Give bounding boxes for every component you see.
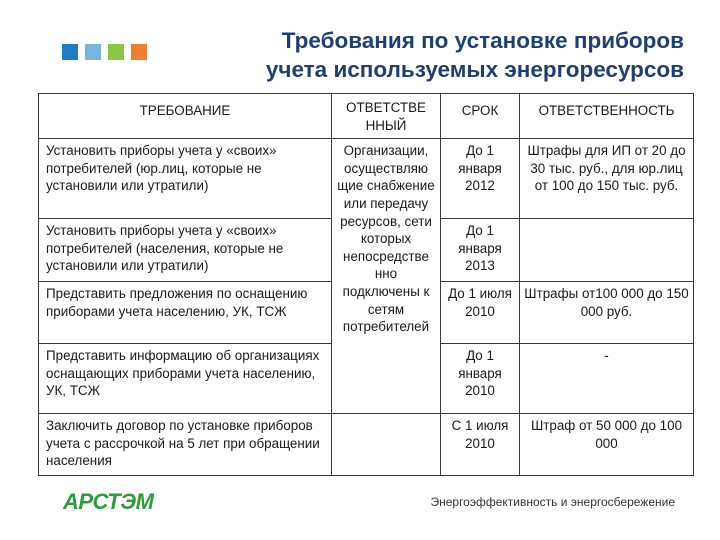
orange-square xyxy=(131,44,147,60)
term-cell: До 1 января 2012 xyxy=(441,139,520,219)
responsible-cell: Организации, осуществляю щие снабжение или передачу ресурсов, сети которых непосредстве нно подключены к сетям потребителей xyxy=(332,139,441,414)
requirement-cell: Представить предложения по оснащению приборами учета населению, УК, ТСЖ xyxy=(39,282,332,344)
penalty-cell: Штраф от 50 000 до 100 000 xyxy=(520,414,694,476)
requirement-cell: Заключить договор по установке приборов учета с рассрочкой на 5 лет при обращении населения xyxy=(39,414,332,476)
footer-caption: Энергоэффективность и энергосбережение xyxy=(430,495,675,509)
decorative-squares xyxy=(62,44,147,60)
blue-square xyxy=(62,44,78,60)
penalty-cell: Штрафы от100 000 до 150 000 руб. xyxy=(520,282,694,344)
requirement-cell: Представить информацию об организациях оснащающих приборами учета населению, УК, ТСЖ xyxy=(39,344,332,414)
requirement-cell: Установить приборы учета у «своих» потребителей (населения, которые не установили или утратили) xyxy=(39,219,332,282)
table-row xyxy=(39,139,694,219)
term-cell: До 1 января 2010 xyxy=(441,344,520,414)
company-logo: АРСТЭМ xyxy=(63,489,154,514)
table-row xyxy=(39,414,694,476)
header-requirement: ТРЕБОВАНИЕ xyxy=(39,94,332,139)
penalty-cell: Штрафы для ИП от 20 до 30 тыс. руб., для юр.лиц от 100 до 150 тыс. руб. xyxy=(520,139,694,219)
title-line-2: учета используемых энергоресурсов xyxy=(265,57,684,82)
header-term: СРОК xyxy=(441,94,520,139)
empty-responsible-cell xyxy=(332,414,441,476)
term-cell: До 1 января 2013 xyxy=(441,219,520,282)
requirements-table xyxy=(38,93,694,476)
table-header-row xyxy=(39,94,694,139)
header-responsible: ОТВЕТСТВЕ ННЫЙ xyxy=(332,94,441,139)
light-blue-square xyxy=(85,44,101,60)
green-square xyxy=(108,44,124,60)
penalty-cell: - xyxy=(520,344,694,414)
slide-title xyxy=(266,26,684,84)
title-line-1: Требования по установке приборов xyxy=(281,28,684,53)
header-penalty: ОТВЕТСТВЕННОСТЬ xyxy=(520,94,694,139)
penalty-cell xyxy=(520,219,694,282)
requirement-cell: Установить приборы учета у «своих» потребителей (юр.лиц, которые не установили или утратили) xyxy=(39,139,332,219)
term-cell: С 1 июля 2010 xyxy=(441,414,520,476)
term-cell: До 1 июля 2010 xyxy=(441,282,520,344)
